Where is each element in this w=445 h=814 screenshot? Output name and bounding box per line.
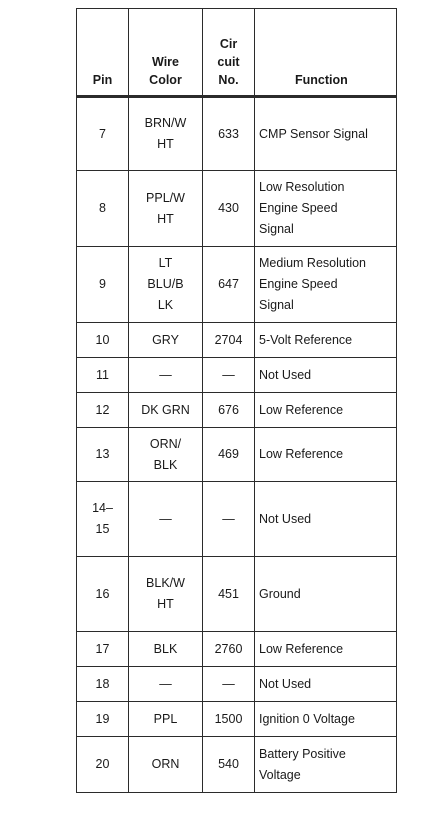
- wire-color-cell: ORN: [129, 737, 203, 793]
- function-cell: Ground: [255, 557, 397, 632]
- pin-cell: 11: [77, 358, 129, 393]
- circuit-cell: —: [203, 667, 255, 702]
- pin-cell: 13: [77, 428, 129, 482]
- circuit-cell: —: [203, 482, 255, 557]
- table-row: [77, 247, 397, 323]
- table-row: [77, 428, 397, 482]
- pin-cell: 18: [77, 667, 129, 702]
- function-cell: Not Used: [255, 667, 397, 702]
- pin-cell: 8: [77, 171, 129, 247]
- function-cell: Not Used: [255, 358, 397, 393]
- function-cell: Low Reference: [255, 428, 397, 482]
- table-row: [77, 171, 397, 247]
- table-row: [77, 482, 397, 557]
- table-row: [77, 632, 397, 667]
- circuit-cell: 1500: [203, 702, 255, 737]
- circuit-cell: 676: [203, 393, 255, 428]
- circuit-cell: 469: [203, 428, 255, 482]
- wire-color-cell: GRY: [129, 323, 203, 358]
- pin-cell: 19: [77, 702, 129, 737]
- pin-cell: 9: [77, 247, 129, 323]
- table-row: [77, 358, 397, 393]
- header-row: [77, 9, 397, 97]
- function-cell: Not Used: [255, 482, 397, 557]
- table-row: [77, 393, 397, 428]
- pin-cell: 12: [77, 393, 129, 428]
- table-row: [77, 702, 397, 737]
- wire-color-cell: BLK: [129, 632, 203, 667]
- connector-pinout-table: [76, 8, 397, 793]
- circuit-cell: 430: [203, 171, 255, 247]
- function-cell: Battery Positive Voltage: [255, 737, 397, 793]
- pin-cell: 17: [77, 632, 129, 667]
- function-cell: Medium Resolution Engine Speed Signal: [255, 247, 397, 323]
- header-wire-color: Wire Color: [129, 9, 203, 97]
- function-cell: 5-Volt Reference: [255, 323, 397, 358]
- table-body: [77, 97, 397, 793]
- circuit-cell: 540: [203, 737, 255, 793]
- table-row: [77, 323, 397, 358]
- circuit-cell: —: [203, 358, 255, 393]
- wire-color-cell: —: [129, 667, 203, 702]
- pin-cell: 10: [77, 323, 129, 358]
- wire-color-cell: —: [129, 358, 203, 393]
- wire-color-cell: BLK/W HT: [129, 557, 203, 632]
- table-row: [77, 97, 397, 171]
- header-function: Function: [255, 9, 397, 97]
- wire-color-cell: PPL/W HT: [129, 171, 203, 247]
- header-circuit-no: Cir cuit No.: [203, 9, 255, 97]
- header-pin: Pin: [77, 9, 129, 97]
- function-cell: CMP Sensor Signal: [255, 97, 397, 171]
- table-header: [77, 9, 397, 97]
- pin-cell: 20: [77, 737, 129, 793]
- function-cell: Low Reference: [255, 393, 397, 428]
- wire-color-cell: BRN/W HT: [129, 97, 203, 171]
- table-row: [77, 737, 397, 793]
- circuit-cell: 2760: [203, 632, 255, 667]
- wire-color-cell: LT BLU/B LK: [129, 247, 203, 323]
- function-cell: Low Resolution Engine Speed Signal: [255, 171, 397, 247]
- wire-color-cell: ORN/ BLK: [129, 428, 203, 482]
- circuit-cell: 633: [203, 97, 255, 171]
- table-row: [77, 557, 397, 632]
- function-cell: Ignition 0 Voltage: [255, 702, 397, 737]
- pin-cell: 14– 15: [77, 482, 129, 557]
- pin-cell: 7: [77, 97, 129, 171]
- circuit-cell: 2704: [203, 323, 255, 358]
- circuit-cell: 647: [203, 247, 255, 323]
- wire-color-cell: DK GRN: [129, 393, 203, 428]
- wire-color-cell: —: [129, 482, 203, 557]
- table-row: [77, 667, 397, 702]
- circuit-cell: 451: [203, 557, 255, 632]
- function-cell: Low Reference: [255, 632, 397, 667]
- wire-color-cell: PPL: [129, 702, 203, 737]
- pin-cell: 16: [77, 557, 129, 632]
